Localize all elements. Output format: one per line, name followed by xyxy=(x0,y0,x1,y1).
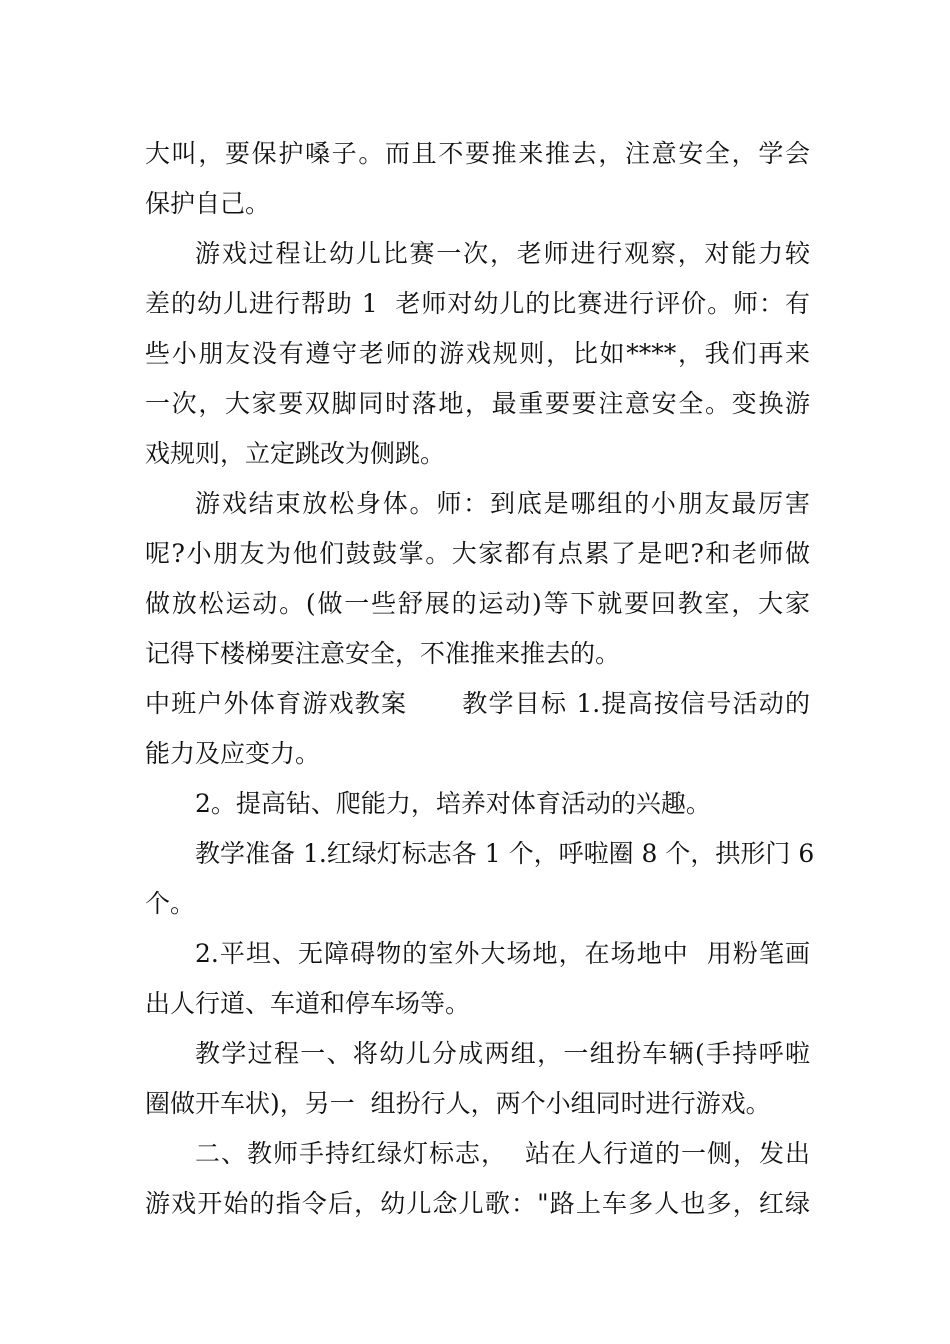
text-line: 做放松运动。(做一些舒展的运动)等下就要回教室，大家 xyxy=(145,589,810,618)
text-line: 教学准备 1.红绿灯标志各 1 个，呼啦圈 8 个，拱形门 6 xyxy=(195,839,815,868)
text-line: 出人行道、车道和停车场等。 xyxy=(145,989,471,1018)
text-line: 教学过程一、将幼儿分成两组，一组扮车辆(手持呼啦 xyxy=(195,1039,810,1068)
text-line: 圈做开车状)，另一 组扮行人，两个小组同时进行游戏。 xyxy=(145,1089,771,1118)
body-text xyxy=(145,129,815,1229)
text-line: 一次，大家要双脚同时落地，最重要要注意安全。变换游 xyxy=(145,389,810,418)
text-line: 游戏结束放松身体。师：到底是哪组的小朋友最厉害 xyxy=(195,489,810,518)
text-line: 中班户外体育游戏教案 教学目标 1.提高按信号活动的 xyxy=(145,689,810,718)
text-line: 呢?小朋友为他们鼓鼓掌。大家都有点累了是吧?和老师做 xyxy=(145,539,810,568)
text-line: 2.平坦、无障碍物的室外大场地，在场地中 用粉笔画 xyxy=(195,939,810,968)
text-line: 大叫，要保护嗓子。而且不要推来推去，注意安全，学会 xyxy=(145,139,810,168)
text-line: 些小朋友没有遵守老师的游戏规则，比如****，我们再来 xyxy=(145,339,810,368)
text-line: 戏规则，立定跳改为侧跳。 xyxy=(145,439,446,468)
text-line: 差的幼儿进行帮助 1 老师对幼儿的比赛进行评价。师：有 xyxy=(145,289,810,318)
text-line: 记得下楼梯要注意安全，不准推来推去的。 xyxy=(145,639,621,668)
text-line: 2。提高钻、爬能力，培养对体育活动的兴趣。 xyxy=(195,789,711,818)
text-line: 个。 xyxy=(145,889,196,918)
text-line: 能力及应变力。 xyxy=(145,739,321,768)
text-line: 游戏开始的指令后，幼儿念儿歌："路上车多人也多，红绿 xyxy=(145,1189,810,1218)
text-line: 游戏过程让幼儿比赛一次，老师进行观察，对能力较 xyxy=(195,239,810,268)
text-line: 保护自己。 xyxy=(145,189,271,218)
text-line: 二、教师手持红绿灯标志， 站在人行道的一侧，发出 xyxy=(195,1139,810,1168)
